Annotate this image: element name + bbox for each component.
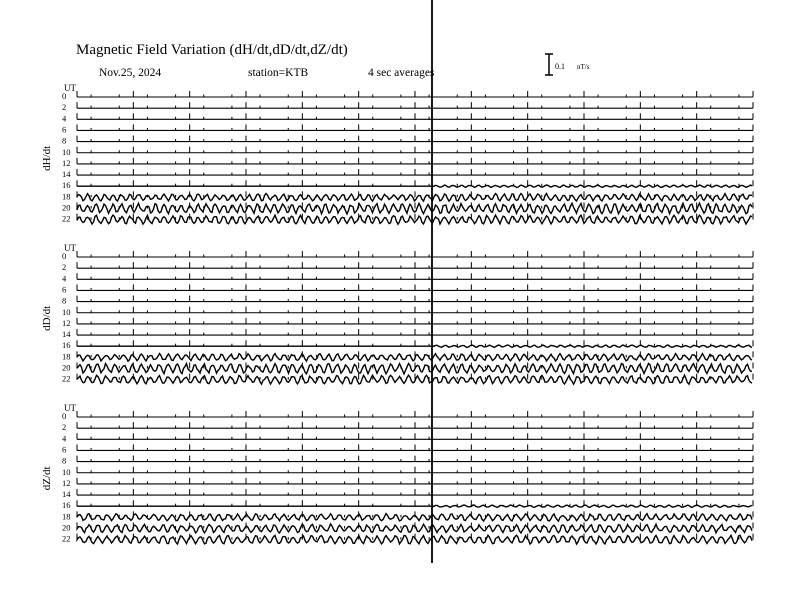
row-label: 16 — [62, 500, 71, 511]
row-label: 2 — [62, 102, 67, 113]
row-label: 18 — [62, 191, 71, 202]
row-label: 12 — [62, 157, 71, 168]
row-label: 4 — [62, 273, 67, 284]
row-label: 6 — [62, 444, 67, 455]
row-label: 22 — [62, 533, 71, 544]
row-label: 20 — [62, 362, 71, 373]
ut-axis-label: UT — [64, 83, 76, 93]
date-label: Nov.25, 2024 — [99, 67, 162, 79]
row-label: 6 — [62, 284, 67, 295]
panel-ylabel: dH/dt — [41, 145, 53, 171]
row-label: 10 — [62, 466, 71, 477]
row-label: 18 — [62, 511, 71, 522]
row-label: 20 — [62, 522, 71, 533]
row-label: 4 — [62, 433, 67, 444]
row-label: 22 — [62, 373, 71, 384]
row-label: 4 — [62, 113, 67, 124]
row-label: 14 — [62, 169, 71, 180]
row-label: 0 — [62, 251, 67, 261]
row-label: 20 — [62, 202, 71, 213]
row-label: 2 — [62, 422, 67, 433]
row-label: 14 — [62, 489, 71, 500]
row-label: 0 — [62, 91, 67, 101]
row-label: 8 — [62, 455, 67, 466]
row-label: 18 — [62, 351, 71, 362]
scale-value: 0.1 — [555, 62, 565, 71]
station-label: station=KTB — [248, 67, 309, 79]
chart-title: Magnetic Field Variation (dH/dt,dD/dt,dZ/dt) — [76, 42, 348, 58]
ut-axis-label: UT — [64, 243, 76, 253]
row-label: 0 — [62, 411, 67, 421]
row-label: 16 — [62, 340, 71, 351]
row-label: 8 — [62, 135, 67, 146]
scale-unit: nT/s — [577, 63, 590, 71]
row-label: 10 — [62, 306, 71, 317]
row-label: 12 — [62, 477, 71, 488]
row-label: 16 — [62, 180, 71, 191]
row-label: 12 — [62, 317, 71, 328]
row-label: 2 — [62, 262, 67, 273]
row-label: 6 — [62, 124, 67, 135]
panel-ylabel: dD/dt — [41, 305, 53, 331]
ut-axis-label: UT — [64, 403, 76, 413]
row-label: 14 — [62, 329, 71, 340]
averaging-label: 4 sec averages — [368, 67, 435, 79]
panel-ylabel: dZ/dt — [41, 466, 53, 491]
row-label: 10 — [62, 146, 71, 157]
row-label: 8 — [62, 295, 67, 306]
row-label: 22 — [62, 213, 71, 224]
